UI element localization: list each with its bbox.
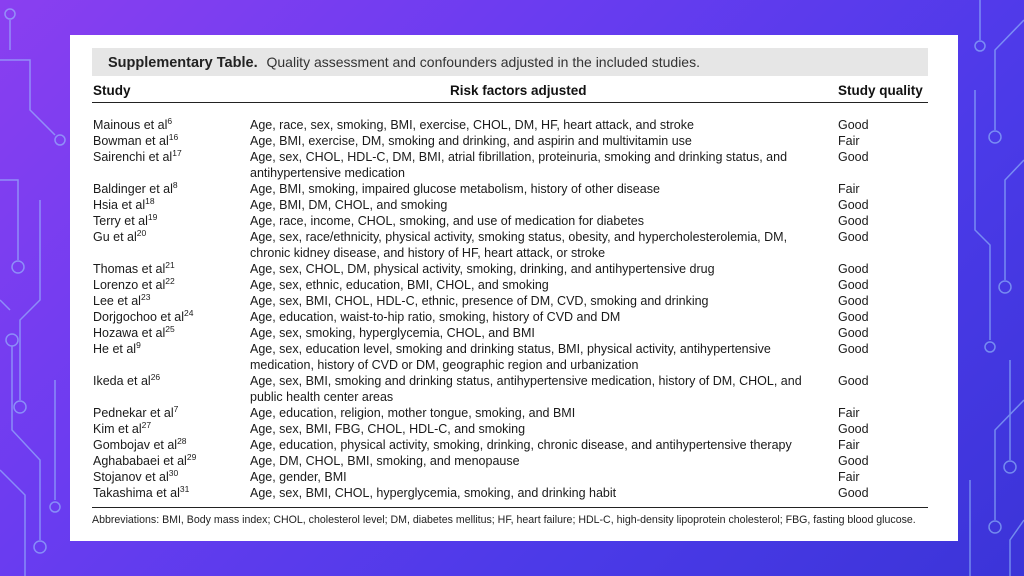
risk-factors-cell: Age, sex, CHOL, DM, physical activity, smoking, drinking, and antihypertensive drug (250, 262, 715, 276)
risk-factors-cell: Age, BMI, smoking, impaired glucose metabolism, history of other disease (250, 182, 660, 196)
risk-factors-cell: Age, sex, smoking, hyperglycemia, CHOL, and BMI (250, 326, 535, 340)
study-quality-cell: Good (838, 326, 869, 340)
reference-number: 28 (177, 435, 187, 446)
study-cell (93, 293, 243, 309)
abbreviations-note: Abbreviations: BMI, Body mass index; CHOL, cholesterol level; DM, diabetes mellitus; HF, heart failure; HDL-C, high-density lipoprotein cholesterol; FBG, fasting blood glucose. (92, 514, 916, 526)
study-cell (93, 261, 243, 277)
risk-factors-cell: Age, BMI, DM, CHOL, and smoking (250, 198, 448, 212)
table-row (70, 261, 958, 277)
risk-factors-cell: Age, race, income, CHOL, smoking, and use of medication for diabetes (250, 214, 644, 228)
study-cell (93, 437, 243, 453)
reference-number: 22 (165, 275, 175, 286)
table-row (70, 485, 958, 501)
reference-number: 30 (168, 467, 179, 478)
study-name: Sairenchi et al (93, 150, 173, 164)
study-quality-cell: Good (838, 278, 869, 292)
table-row (70, 437, 958, 453)
reference-number: 8 (172, 179, 178, 190)
table-row (70, 341, 958, 373)
reference-number: 19 (147, 211, 158, 222)
study-name: Pednekar et al (93, 406, 174, 420)
reference-number: 26 (150, 371, 161, 382)
risk-factors-cell: Age, DM, CHOL, BMI, smoking, and menopause (250, 454, 520, 468)
study-name: Terry et al (93, 214, 148, 228)
reference-number: 21 (165, 259, 175, 270)
study-cell (93, 181, 243, 197)
study-name: Hsia et al (93, 198, 146, 212)
table-row (70, 149, 958, 181)
study-quality-cell: Fair (838, 438, 860, 452)
caption-label: Supplementary Table. (108, 55, 258, 71)
reference-number: 18 (145, 195, 155, 206)
reference-number: 31 (179, 483, 190, 494)
table-row (70, 293, 958, 309)
reference-number: 29 (186, 451, 197, 462)
study-quality-cell: Fair (838, 182, 860, 196)
study-cell (93, 421, 243, 437)
reference-number: 27 (141, 419, 152, 430)
risk-factors-cell: Age, sex, ethnic, education, BMI, CHOL, and smoking (250, 278, 549, 292)
reference-number: 7 (173, 403, 179, 414)
risk-factors-cell: Age, sex, race/ethnicity, physical activity, smoking status, obesity, and hypercholesterolemia, DM, chronic kidney disease, and history of HF, heart attack, or stroke (250, 230, 788, 260)
study-cell (93, 213, 243, 229)
study-cell (93, 117, 243, 133)
study-cell (93, 325, 243, 341)
risk-factors-cell: Age, sex, education level, smoking and drinking status, BMI, physical activity, antihypertensive medication, history of CVD or DM, geographic region and urbanization (250, 342, 771, 372)
study-name: Aghababaei et al (93, 454, 187, 468)
risk-factors-cell: Age, education, religion, mother tongue, smoking, and BMI (250, 406, 576, 420)
study-quality-cell: Good (838, 214, 869, 228)
table-row (70, 197, 958, 213)
study-quality-cell: Good (838, 486, 869, 500)
reference-number: 16 (168, 131, 179, 142)
supplementary-table-sheet (70, 35, 958, 541)
study-name: Hozawa et al (93, 326, 166, 340)
study-name: Mainous et al (93, 118, 168, 132)
table-row (70, 469, 958, 485)
table-row (70, 373, 958, 405)
study-quality-cell: Good (838, 118, 869, 132)
reference-number: 25 (165, 323, 175, 334)
header-rule (92, 102, 928, 103)
study-name: Lorenzo et al (93, 278, 166, 292)
study-quality-cell: Good (838, 198, 869, 212)
study-quality-cell: Good (838, 342, 869, 356)
study-name: Dorjgochoo et al (93, 310, 185, 324)
study-quality-cell: Good (838, 374, 869, 388)
risk-factors-cell: Age, education, waist-to-hip ratio, smoking, history of CVD and DM (250, 310, 621, 324)
study-name: He et al (93, 342, 137, 356)
study-cell (93, 469, 243, 485)
table-row (70, 405, 958, 421)
study-cell (93, 277, 243, 293)
risk-factors-cell: Age, sex, BMI, CHOL, HDL-C, ethnic, presence of DM, CVD, smoking and drinking (250, 294, 709, 308)
reference-number: 9 (136, 339, 141, 350)
table-row (70, 309, 958, 325)
risk-factors-cell: Age, education, physical activity, smoking, drinking, chronic disease, and antihypertensive therapy (250, 438, 792, 452)
reference-number: 20 (136, 227, 147, 238)
reference-number: 6 (167, 115, 173, 126)
column-header-study-quality: Study quality (838, 83, 923, 98)
study-name: Gu et al (93, 230, 137, 244)
study-name: Lee et al (93, 294, 141, 308)
study-name: Gombojav et al (93, 438, 178, 452)
table-row (70, 181, 958, 197)
study-name: Kim et al (93, 422, 142, 436)
study-name: Takashima et al (93, 486, 180, 500)
study-cell (93, 341, 243, 357)
study-quality-cell: Good (838, 262, 869, 276)
study-cell (93, 405, 243, 421)
study-cell (93, 133, 243, 149)
table-row (70, 325, 958, 341)
study-cell (93, 309, 243, 325)
risk-factors-cell: Age, sex, CHOL, HDL-C, DM, BMI, atrial fibrillation, proteinuria, smoking and drinking status, and antihypertensive medication (250, 150, 788, 180)
risk-factors-cell: Age, sex, BMI, smoking and drinking status, antihypertensive medication, history of DM, CHOL, and public health center areas (250, 374, 802, 404)
table-row (70, 213, 958, 229)
study-quality-cell: Fair (838, 470, 860, 484)
study-name: Thomas et al (93, 262, 166, 276)
study-name: Bowman et al (93, 134, 169, 148)
study-name: Baldinger et al (93, 182, 173, 196)
column-header-risk-factors: Risk factors adjusted (450, 83, 587, 98)
study-quality-cell: Fair (838, 134, 860, 148)
footer-rule (92, 507, 928, 508)
study-quality-cell: Good (838, 150, 869, 164)
study-cell (93, 485, 243, 501)
table-row (70, 277, 958, 293)
study-cell (93, 197, 243, 213)
study-cell (93, 453, 243, 469)
study-quality-cell: Good (838, 230, 869, 244)
risk-factors-cell: Age, race, sex, smoking, BMI, exercise, CHOL, DM, HF, heart attack, and stroke (250, 118, 694, 132)
risk-factors-cell: Age, sex, BMI, FBG, CHOL, HDL-C, and smoking (250, 422, 526, 436)
study-name: Ikeda et al (93, 374, 151, 388)
table-body (70, 117, 958, 501)
study-quality-cell: Good (838, 294, 869, 308)
risk-factors-cell: Age, BMI, exercise, DM, smoking and drinking, and aspirin and multivitamin use (250, 134, 692, 148)
table-row (70, 133, 958, 149)
study-quality-cell: Good (838, 310, 869, 324)
study-name: Stojanov et al (93, 470, 169, 484)
reference-number: 17 (172, 147, 182, 158)
table-row (70, 229, 958, 261)
study-quality-cell: Fair (838, 406, 860, 420)
study-quality-cell: Good (838, 422, 869, 436)
study-quality-cell: Good (838, 454, 869, 468)
table-caption (92, 48, 928, 76)
reference-number: 23 (140, 291, 151, 302)
risk-factors-cell: Age, sex, BMI, CHOL, hyperglycemia, smoking, and drinking habit (250, 486, 617, 500)
risk-factors-cell: Age, gender, BMI (250, 470, 347, 484)
table-row (70, 117, 958, 133)
study-cell (93, 373, 243, 389)
table-row (70, 453, 958, 469)
column-header-study: Study (93, 83, 131, 98)
table-row (70, 421, 958, 437)
caption-text: Quality assessment and confounders adjusted in the included studies. (266, 54, 700, 70)
study-cell (93, 149, 243, 165)
study-cell (93, 229, 243, 245)
reference-number: 24 (184, 307, 194, 318)
